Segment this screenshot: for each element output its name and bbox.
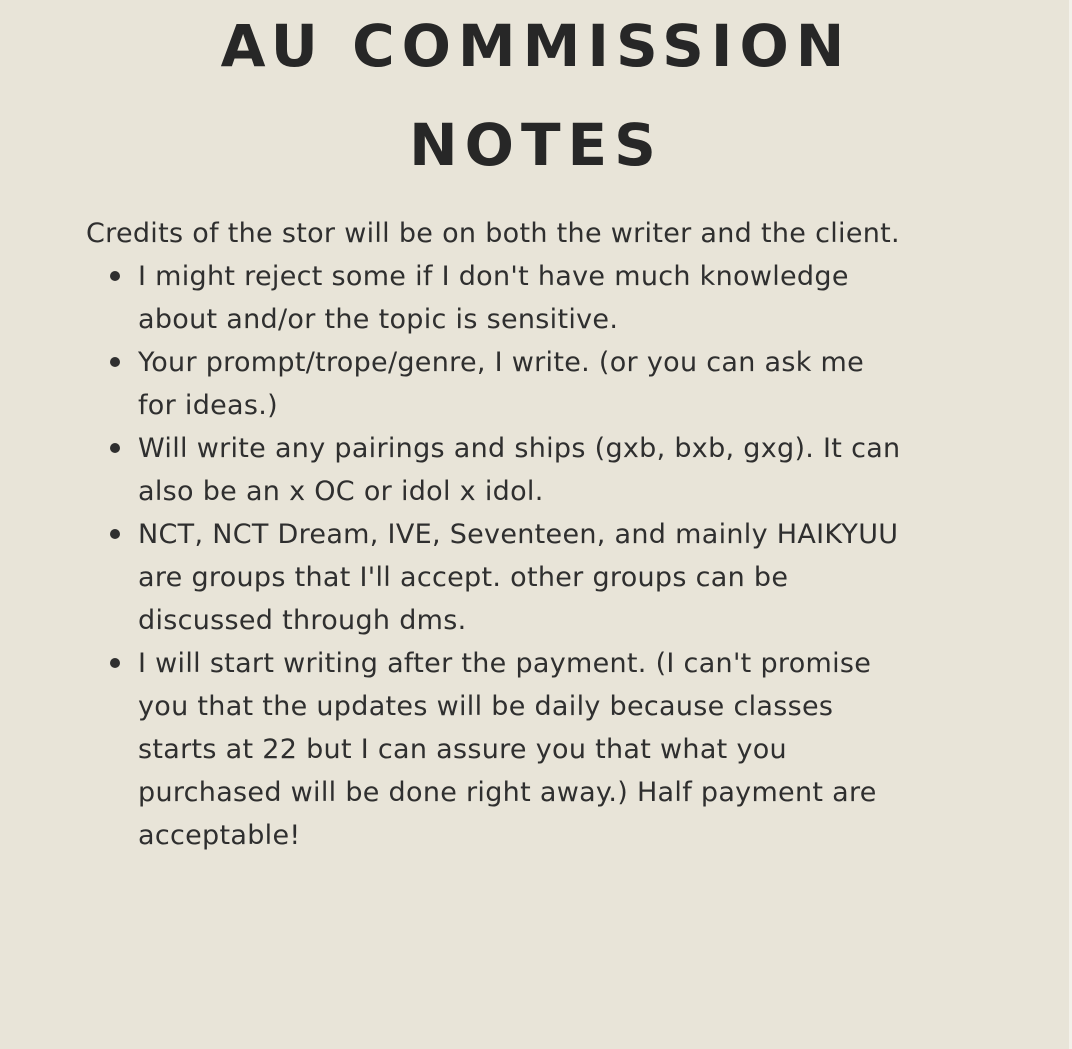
commission-notes-list <box>0 255 1072 857</box>
note-line: discussed through dms. <box>138 605 467 636</box>
note-line: acceptable! <box>138 820 301 851</box>
title-line-2: NOTES <box>409 111 663 179</box>
bullet-icon <box>110 529 120 539</box>
note-line: you that the updates will be daily because classes <box>138 691 834 722</box>
bullet-icon <box>110 357 120 367</box>
note-item-prompt <box>0 341 1072 427</box>
note-line: I will start writing after the payment. (I can't promise <box>138 648 872 679</box>
note-item-pairings <box>0 427 1072 513</box>
note-item-reject <box>0 255 1072 341</box>
credits-intro: Credits of the stor will be on both the writer and the client. <box>86 218 900 249</box>
title-line-1: AU COMMISSION <box>220 12 852 80</box>
note-line: purchased will be done right away.) Half payment are <box>138 777 877 808</box>
bullet-icon <box>110 271 120 281</box>
note-item-payment <box>0 642 1072 857</box>
note-line: NCT, NCT Dream, IVE, Seventeen, and mainly HAIKYUU <box>138 519 899 550</box>
note-line: Your prompt/trope/genre, I write. (or you can ask me <box>138 347 865 378</box>
note-line: for ideas.) <box>138 390 278 421</box>
bullet-icon <box>110 658 120 668</box>
note-line: are groups that I'll accept. other groups can be <box>138 562 789 593</box>
note-line: Will write any pairings and ships (gxb, bxb, gxg). It can <box>138 433 901 464</box>
note-line: also be an x OC or idol x idol. <box>138 476 544 507</box>
bullet-icon <box>110 443 120 453</box>
note-item-groups <box>0 513 1072 642</box>
note-line: about and/or the topic is sensitive. <box>138 304 619 335</box>
note-line: starts at 22 but I can assure you that what you <box>138 734 787 765</box>
note-line: I might reject some if I don't have much knowledge <box>138 261 849 292</box>
